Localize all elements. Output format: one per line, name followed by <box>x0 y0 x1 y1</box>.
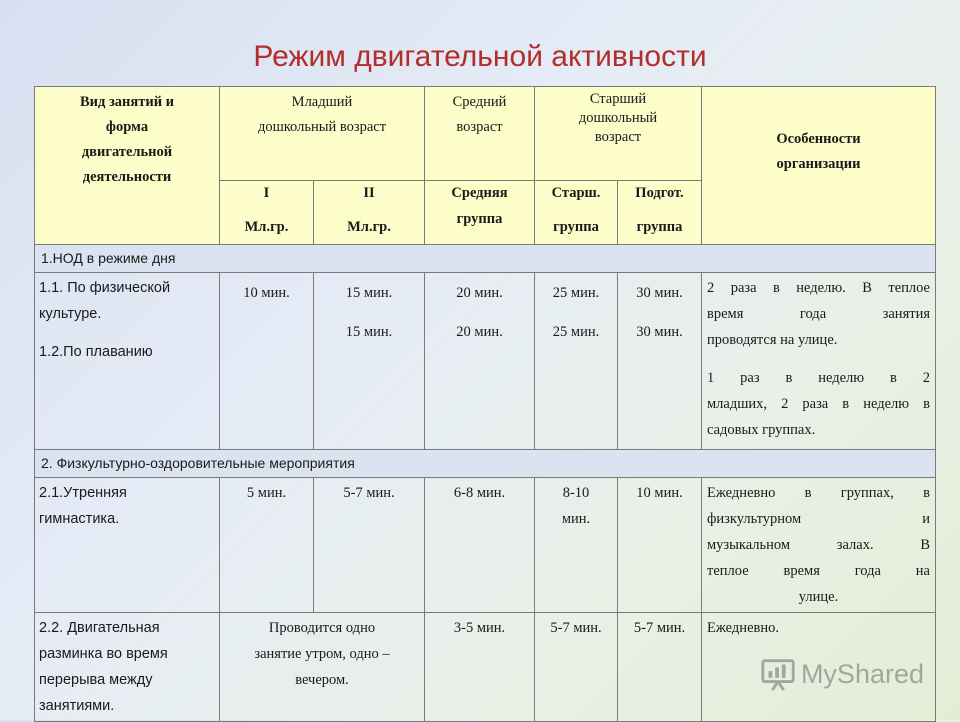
cell-physical-g5: 30 мин. 30 мин. <box>618 273 702 450</box>
cell-physical-g4: 25 мин. 25 мин. <box>535 273 618 450</box>
cell-gym-g2: 5-7 мин. <box>314 478 425 613</box>
cell-physical-g1: 10 мин. <box>220 273 314 450</box>
cell-warmup-g3: 3-5 мин. <box>425 613 535 722</box>
cell-warmup-junior: Проводится одно занятие утром, одно – вечером. <box>220 613 425 722</box>
cell-physical-g3: 20 мин. 20 мин. <box>425 273 535 450</box>
header-junior-age: Младший дошкольный возраст <box>220 87 425 181</box>
header-activity-type: Вид занятий и форма двигательной деятельности <box>35 87 220 245</box>
activity-table <box>34 86 936 722</box>
cell-gym-g5: 10 мин. <box>618 478 702 613</box>
note-gym: Ежедневно в группах, в физкультурном и музыкальном залах. В теплое время года на улице. <box>702 478 936 613</box>
header-features: Особенности организации <box>702 87 936 245</box>
subheader-group-1: I Мл.гр. <box>220 181 314 245</box>
row-label-warmup: 2.2. Двигательная разминка во время перерыва между занятиями. <box>35 613 220 722</box>
subheader-group-2: II Мл.гр. <box>314 181 425 245</box>
cell-gym-g4: 8-10 мин. <box>535 478 618 613</box>
page-title: Режим двигательной активности <box>253 40 707 73</box>
section-health: 2. Физкультурно-оздоровительные мероприятия <box>35 450 936 478</box>
subheader-group-middle: Средняя группа <box>425 181 535 245</box>
cell-gym-g3: 6-8 мин. <box>425 478 535 613</box>
note-physical: 2 раза в неделю. В теплое время года занятия проводятся на улице. 1 раз в неделю в 2 младших, 2 раза в неделю в садовых группах. <box>702 273 936 450</box>
row-label-morning-gym: 2.1.Утренняя гимнастика. <box>35 478 220 613</box>
cell-gym-g1: 5 мин. <box>220 478 314 613</box>
subheader-group-prep: Подгот. группа <box>618 181 702 245</box>
presentation-icon <box>759 655 797 693</box>
watermark <box>759 654 924 694</box>
row-label-physical-swimming: 1.1. По физической культуре. 1.2.По плаванию <box>35 273 220 450</box>
note-warmup: Ежедневно. <box>702 613 936 722</box>
header-middle-age: Средний возраст <box>425 87 535 181</box>
subheader-group-senior: Старш. группа <box>535 181 618 245</box>
watermark-text: MyShared <box>800 658 924 689</box>
cell-physical-g2: 15 мин. 15 мин. <box>314 273 425 450</box>
header-senior-age: Старший дошкольный возраст <box>535 87 702 181</box>
cell-warmup-g4: 5-7 мин. <box>535 613 618 722</box>
cell-warmup-g5: 5-7 мин. <box>618 613 702 722</box>
section-nod: 1.НОД в режиме дня <box>35 245 936 273</box>
